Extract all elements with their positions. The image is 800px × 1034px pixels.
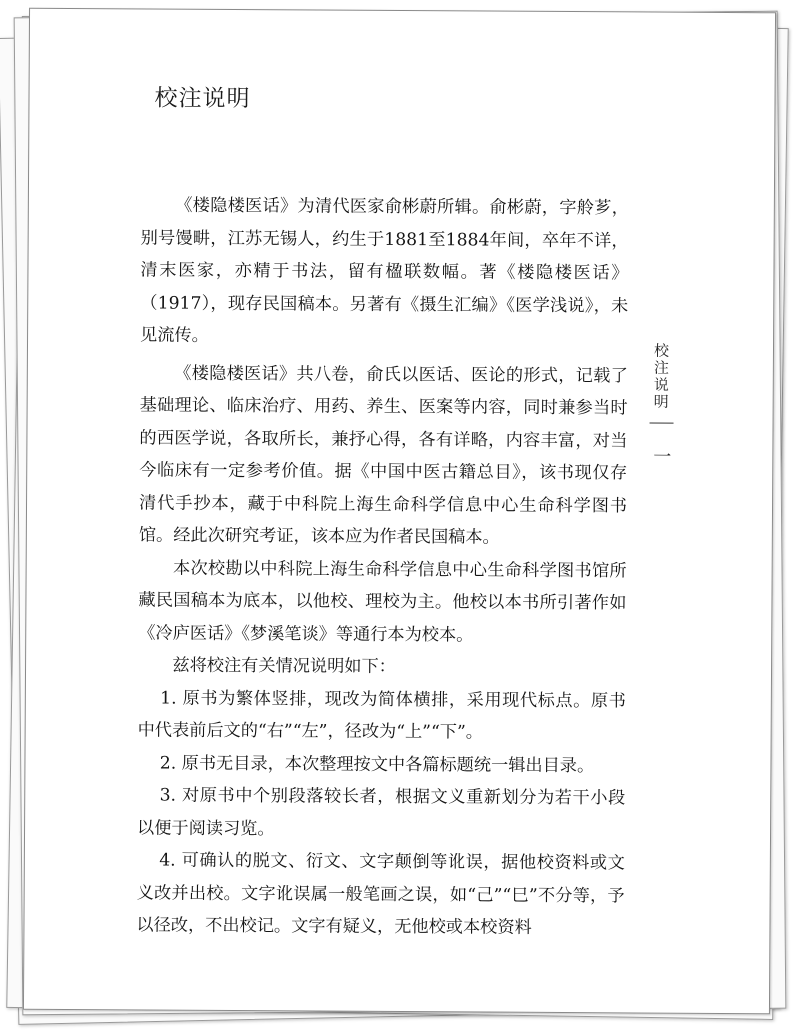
list-item: 3. 对原书中个别段落较长者，根据文义重新划分为若干小段以便于阅读习览。 [136,785,626,839]
paragraph: 《楼隐楼医话》为清代医家俞彬蔚所辑。俞彬蔚，字舲芗，别号馒畊，江苏无锡人，约生于1881至1884年间，卒年不详，清末医家，亦精于书法，留有楹联数幅。著《楼隐楼医话》（1917），现存民国稿本。另著有《摄生汇编》《医学浅说》，未见流传。 [140,195,629,346]
paragraph: 《楼隐楼医话》共八卷，俞氏以医话、医论的形式，记载了基础理论、临床治疗、用药、养生、医案等内容，同时兼参当时的西医学说，各取所长，兼抒心得，各有详略，内容丰富，对当今临床有一定参考价值。据《中国中医古籍总目》，该书现仅存清代手抄本，藏于中科院上海生命科学信息中心生命科学图书馆。经此次研究考证，该本应为作者民国稿本。 [138,363,628,548]
body-text [136,189,629,944]
page-number: 一 [653,446,672,468]
document-page [23,8,776,1015]
list-item: 4. 可确认的脱文、衍文、文字颠倒等讹误，据他校资料或文义改并出校。文字讹误属一般笔画之误，如“己”“巳”不分等，予以径改，不出校记。文字有疑义，无他校或本校资料 [136,850,625,938]
running-head: 校注说明 [651,342,671,411]
list-item: 1. 原书为繁体竖排，现改为简体横排，采用现代标点。原书中代表前后文的“右”“左”，径改为“上”“下”。 [137,688,626,743]
paragraph: 本次校勘以中科院上海生命科学信息中心生命科学图书馆所藏民国稿本为底本，以他校、理校为主。他校以本书所引著作如《冷庐医话》《梦溪笔谈》等通行本为校本。 [138,558,627,645]
page-title: 校注说明 [154,85,251,113]
list-item: 2. 原书无目录，本次整理按文中各篇标题统一辑出目录。 [159,753,595,776]
paragraph: 兹将校注有关情况说明如下： [172,655,396,677]
running-head-rule [650,423,674,424]
